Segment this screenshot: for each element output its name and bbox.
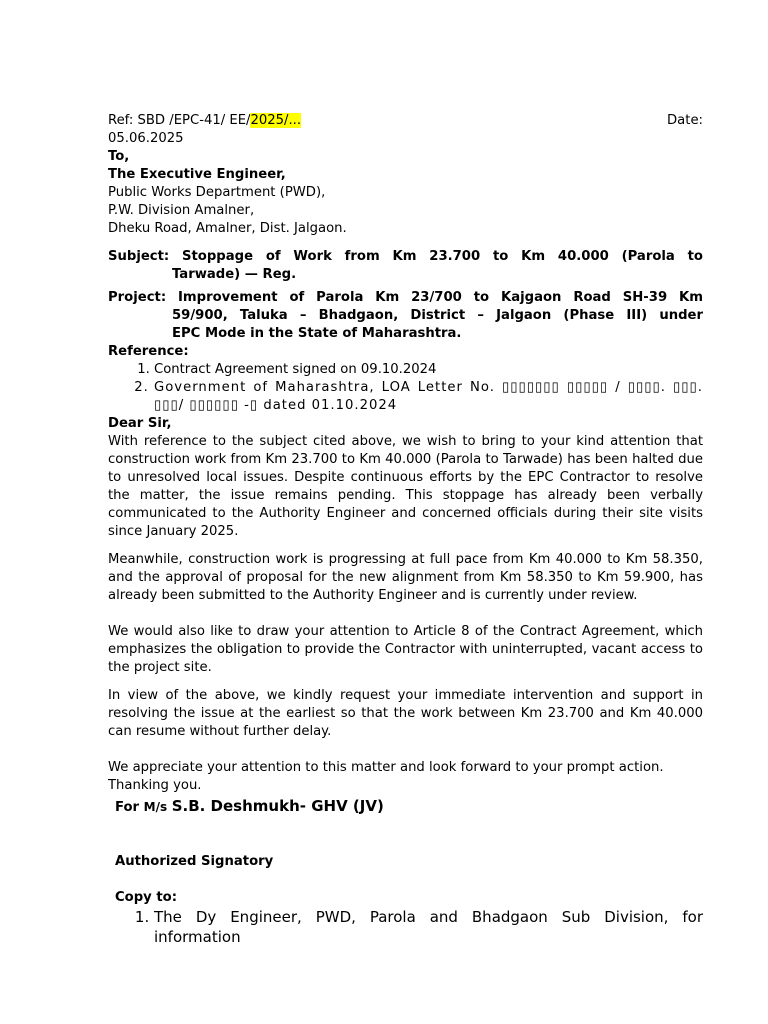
paragraph: We would also like to draw your attention to Article 8 of the Contract Agreement, which emphasizes the obligation to provide the Contractor with uninterrupted, vacant access to the project site. <box>108 624 703 675</box>
address-to: To, <box>108 149 130 164</box>
subject-text-2: Tarwade) — Reg. <box>172 267 297 282</box>
reference-item: 1. Contract Agreement signed on 09.10.2024 <box>154 361 703 379</box>
ref-line <box>108 112 703 130</box>
project-text-3: EPC Mode in the State of Maharashtra. <box>172 326 462 341</box>
paragraph: In view of the above, we kindly request your immediate intervention and support in resolving the issue at the earliest so that the work between Km 23.700 and Km 40.000 can resume without further delay. <box>108 688 703 739</box>
authorized-signatory: Authorized Signatory <box>115 854 274 869</box>
signature-for-label: For <box>115 800 140 815</box>
paragraph: Meanwhile, construction work is progressing at full pace from Km 40.000 to Km 58.350, and the approval of proposal for the new alignment from Km 58.350 to Km 59.900, has already been submitted to the Authority Engineer and is currently under review. <box>108 552 703 603</box>
ref-number <box>108 112 301 130</box>
salutation: Dear Sir, <box>108 416 172 431</box>
project-line-2-wrap <box>108 307 703 325</box>
project-text-1: Improvement of Parola Km 23/700 to Kajgaon Road SH-39 Km <box>178 290 703 305</box>
address-title: The Executive Engineer, <box>108 167 286 182</box>
paragraph: We appreciate your attention to this matter and look forward to your prompt action. <box>108 760 664 775</box>
copy-to-item: 1. The Dy Engineer, PWD, Parola and Bhadgaon Sub Division, for information <box>154 907 703 947</box>
project-label: Project: <box>108 290 167 305</box>
ref-highlight: 2025/... <box>250 113 302 128</box>
project-line-1 <box>108 289 703 307</box>
reference-list <box>108 361 703 415</box>
closing: Thanking you. <box>108 778 202 793</box>
subject-line-2-wrap <box>108 266 703 284</box>
reference-item: 2. Government of Maharashtra, LOA Letter No. ▯▯▯▯▯▯▯ ▯▯▯▯▯ / ▯▯▯▯. ▯▯▯. ▯▯▯/ ▯▯▯▯▯▯ -▯ dated 01.10.2024 <box>154 379 703 415</box>
signature-ms: M/s <box>143 800 168 814</box>
project-text-2: 59/900, Taluka – Bhadgaon, District – Jalgaon (Phase III) under <box>172 308 703 323</box>
project-line-3-wrap <box>108 325 703 343</box>
copy-to-list <box>108 907 703 947</box>
subject-label: Subject: <box>108 249 170 264</box>
address-line-2: P.W. Division Amalner, <box>108 203 255 218</box>
letter-body <box>108 112 703 947</box>
signature-company: S.B. Deshmukh- GHV (JV) <box>171 797 384 815</box>
reference-label: Reference: <box>108 344 189 359</box>
subject-line-1 <box>108 248 703 266</box>
address-line-1: Public Works Department (PWD), <box>108 185 326 200</box>
date-label: Date: <box>667 113 703 128</box>
signature-for <box>115 797 703 817</box>
ref-prefix: Ref: SBD /EPC-41/ EE/ <box>108 113 251 128</box>
address-line-3: Dheku Road, Amalner, Dist. Jalgaon. <box>108 221 347 236</box>
copy-to-label: Copy to: <box>115 890 178 905</box>
date-value: 05.06.2025 <box>108 131 184 146</box>
paragraph: With reference to the subject cited above, we wish to bring to your kind attention that construction work from Km 23.700 to Km 40.000 (Parola to Tarwade) has been halted due to unresolved local issues. Despite continuous efforts by the EPC Contractor to resolve the matter, the issue remains pending. This stoppage has already been verbally communicated to the Authority Engineer and concerned officials during their site visits since January 2025. <box>108 434 703 539</box>
subject-text-1: Stoppage of Work from Km 23.700 to Km 40.000 (Parola to <box>182 249 703 264</box>
